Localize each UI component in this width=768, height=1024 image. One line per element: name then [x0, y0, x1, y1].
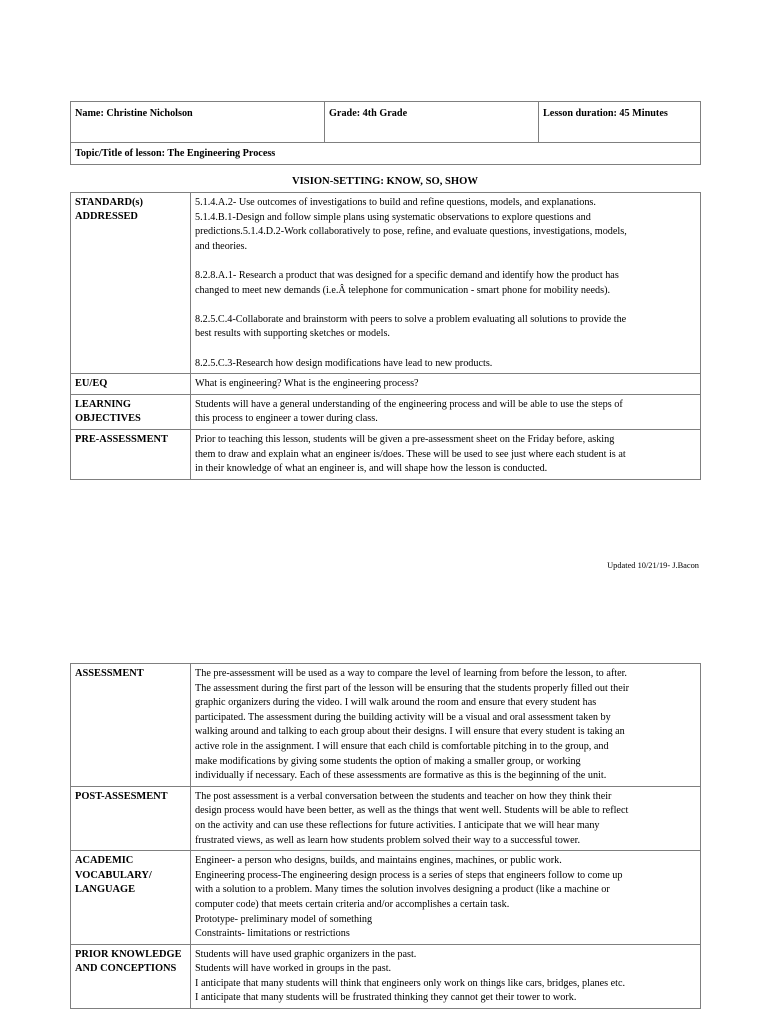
text-line: 5.1.4.A.2- Use outcomes of investigations to build and refine questions, models, and explanations. [195, 197, 596, 208]
section-title: VISION-SETTING: KNOW, SO, SHOW [292, 176, 478, 187]
standards-paragraph-3 [195, 313, 696, 342]
text-line: them to draw and explain what an engineer is/does. These will be used to see just where each student is at [195, 448, 626, 460]
grade-level: Grade: 4th Grade [329, 108, 408, 119]
assessment-table [70, 663, 701, 1009]
eueq-row [71, 374, 701, 395]
update-note: Updated 10/21/19- J.Bacon [607, 561, 699, 570]
grade-cell [325, 102, 539, 143]
topic-cell [71, 143, 701, 165]
text-line: 8.2.5.C.4-Collaborate and brainstorm with peers to solve a problem evaluating all solutions to provide the [195, 313, 627, 325]
text-line: Prototype- preliminary model of something [195, 913, 373, 925]
text-line: active role in the assignment. I will ensure that each child is comfortable pitching in to the group, and [195, 740, 609, 752]
header-row [71, 102, 701, 143]
vocabulary-content [191, 851, 701, 945]
text-line: with a solution to a problem. Many times the solution involves designing a product (like a machine or [195, 884, 610, 896]
lesson-topic: Topic/Title of lesson: The Engineering Process [75, 148, 276, 159]
preassessment-content [191, 429, 701, 479]
assessment-content [191, 664, 701, 787]
text-line: I anticipate that many students will be frustrated thinking they cannot get their tower to work. [195, 992, 577, 1004]
objectives-content [191, 394, 701, 429]
lesson-duration: Lesson duration: 45 Minutes [543, 108, 668, 119]
text-line: computer code) that meets certain criteria and/or accomplishes a certain task. [195, 898, 510, 910]
text-line: The post assessment is a verbal conversation between the students and teacher on how they think their [195, 790, 612, 802]
text-line: 8.2.5.C.3-Research how design modifications have lead to new products. [195, 357, 493, 369]
objectives-row [71, 394, 701, 429]
text-line: Students will have a general understanding of the engineering process and will be able to use the steps of [195, 398, 623, 410]
standards-paragraph-2 [195, 269, 696, 298]
vocabulary-label: ACADEMIC VOCABULARY/ LANGUAGE [71, 851, 191, 945]
topic-row [71, 143, 701, 165]
post-assessment-content [191, 786, 701, 850]
teacher-name: Name: Christine Nicholson [75, 108, 193, 119]
text-line: and theories. [195, 240, 248, 252]
lesson-header-table [70, 101, 701, 165]
standards-paragraph-1 [195, 196, 696, 254]
text-line: Constraints- limitations or restrictions [195, 928, 350, 940]
standards-paragraph-4 [195, 357, 696, 372]
eueq-label: EU/EQ [71, 374, 191, 395]
prior-knowledge-row [71, 944, 701, 1008]
text-line: changed to meet new demands (i.e.Â telephone for communication - smart phone for mobility needs). [195, 284, 611, 296]
text-line: Engineering process-The engineering design process is a series of steps that engineers follow to come up [195, 869, 623, 881]
prior-knowledge-content [191, 944, 701, 1008]
post-assessment-label: POST-ASSESMENT [71, 786, 191, 850]
text-line: I anticipate that many students will think that engineers only work on things like cars, bridges, planes etc. [195, 977, 626, 989]
text-line: The assessment during the first part of the lesson will be ensuring that the students properly filled out their [195, 682, 630, 694]
text-line: walking around and talking to each group about their designs. I will ensure that every student is taking an [195, 726, 625, 738]
text-line: participated. The assessment during the building activity will be a visual and oral assessment taken by [195, 711, 611, 723]
text-line: Students will have worked in groups in the past. [195, 963, 392, 975]
prior-knowledge-label: PRIOR KNOWLEDGE AND CONCEPTIONS [71, 944, 191, 1008]
text-line: on the activity and can use these reflections for future activities. I anticipate that we will hear many [195, 819, 600, 831]
teacher-name-cell [71, 102, 325, 143]
vocabulary-row [71, 851, 701, 945]
objectives-label: LEARNING OBJECTIVES [71, 394, 191, 429]
text-line: make modifications by giving some students the option of making a smaller group, or working [195, 755, 581, 767]
text-line: Students will have used graphic organizers in the past. [195, 948, 417, 960]
standards-label: STANDARD(s) ADDRESSED [71, 193, 191, 374]
text-line: this process to engineer a tower during class. [195, 413, 378, 425]
post-assessment-row [71, 786, 701, 850]
assessment-row [71, 664, 701, 787]
preassessment-row [71, 429, 701, 479]
text-line: Prior to teaching this lesson, students will be given a pre-assessment sheet on the Friday before, asking [195, 433, 615, 445]
text-line: graphic organizers during the video. I will walk around the room and ensure that every student has [195, 697, 597, 709]
text-line: Engineer- a person who designs, builds, and maintains engines, machines, or public work. [195, 855, 562, 867]
text-line: in their knowledge of what an engineer is, and will shape how the lesson is conducted. [195, 463, 548, 475]
text-line: frustrated views, as well as learn how students problem solved their way to a successful tower. [195, 834, 581, 846]
standards-row [71, 193, 701, 374]
text-line: individually if necessary. Each of these assessments are formative as this is the beginning of the unit. [195, 770, 607, 782]
text-line: predictions.5.1.4.D.2-Work collaboratively to pose, refine, and evaluate questions, investigations, models, [195, 226, 627, 238]
eueq-content: What is engineering? What is the engineering process? [191, 374, 701, 395]
text-line: design process would have been better, as well as the things that went well. Students will be able to reflect [195, 805, 629, 817]
text-line: 8.2.8.A.1- Research a product that was designed for a specific demand and identify how the product has [195, 269, 619, 281]
standards-content [191, 193, 701, 374]
vision-setting-table [70, 192, 701, 480]
assessment-label: ASSESSMENT [71, 664, 191, 787]
text-line: 5.1.4.B.1-Design and follow simple plans using systematic observations to explore questions and [195, 211, 591, 223]
text-line: best results with supporting sketches or models. [195, 328, 390, 340]
duration-cell [539, 102, 701, 143]
text-line: The pre-assessment will be used as a way to compare the level of learning from before the lesson, to after. [195, 668, 627, 679]
preassessment-label: PRE-ASSESSMENT [71, 429, 191, 479]
